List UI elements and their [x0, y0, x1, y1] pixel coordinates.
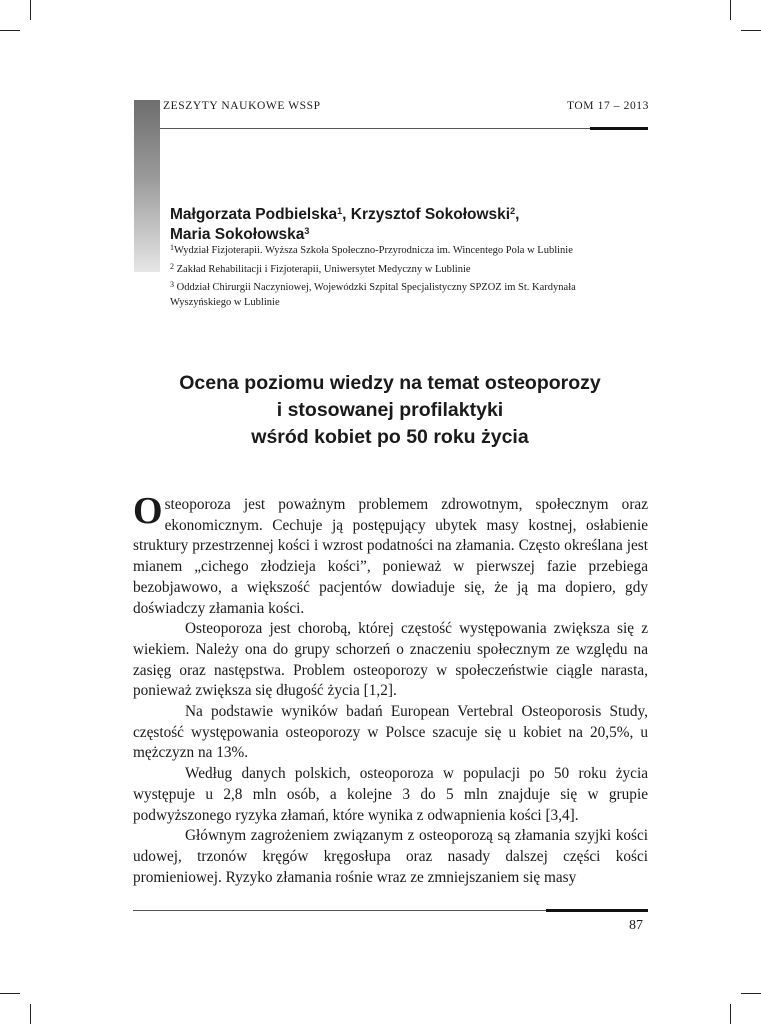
paragraph: Głównym zagrożeniem związanym z osteoporozą są złamania szyjki kości udowej, trzonów kręgów kręgosłupa oraz nasady dalszej części kości promieniowej. Ryzyko złamania rośnie wraz ze zmniejszaniem się masy — [133, 827, 648, 886]
crop-mark — [741, 993, 761, 994]
author-list: Małgorzata Podbielska$^1$, Krzysztof Sokołowski$^2$, Maria Sokołowska$^3$ — [170, 206, 520, 243]
decorative-gradient-bar — [134, 100, 160, 272]
page-number: 87 — [629, 918, 643, 933]
crop-mark — [30, 1004, 31, 1024]
title-line: Ocena poziomu wiedzy na temat osteoporozy — [179, 372, 601, 394]
author-affil-sup: 2 — [510, 206, 516, 216]
affiliation-line — [170, 241, 650, 257]
crop-mark — [0, 993, 20, 994]
affiliation-line — [170, 278, 650, 294]
article-body — [133, 490, 648, 888]
crop-mark — [30, 0, 31, 20]
author-name: Krzysztof Sokołowski — [350, 206, 511, 223]
affiliation-line: Wyszyńskiego w Lublinie — [170, 297, 280, 308]
crop-mark — [741, 30, 761, 31]
crop-mark — [0, 30, 20, 31]
author-name: Małgorzata Podbielska — [170, 206, 338, 223]
affiliation-sup: 2 — [170, 262, 174, 271]
drop-cap: O — [133, 490, 163, 532]
affiliation-text: Zakład Rehabilitacji i Fizjoterapii, Uniwersytet Medyczny w Lublinie — [176, 264, 471, 275]
volume-label: TOM 17 – 2013 — [566, 100, 649, 112]
title-line: i stosowanej profilaktyki — [276, 399, 504, 421]
title-line: wśród kobiet po 50 roku życia — [251, 426, 529, 448]
paragraph: Na podstawie wyników badań European Vertebral Osteoporosis Study, częstość występowania osteoporozy w Polsce szacuje się u kobiet na 20,5%, u mężczyzn na 13%. — [133, 703, 648, 762]
author-affil-sup: 3 — [304, 226, 310, 236]
paragraph: Według danych polskich, osteoporoza w populacji po 50 roku życia występuje u 2,8 mln osób, a kolejne 3 do 5 mln znajduje się w grupie podwyższonego ryzyka złamań, które wynika z odwapnienia kości [3,4]. — [133, 765, 648, 824]
affiliation-sup: 3 — [170, 280, 174, 289]
paragraph-text: steoporoza jest poważnym problemem zdrowotnym, społecznym oraz ekonomicznym. Cechuje ją postępujący ubytek masy kostnej, osłabienie struktury przestrzennej kości i wzrost podatności na złamania. Często określana jest mianem „cichego złodzieja kości”, ponieważ w pierwszej fazie przebiega bezobjawowo, a większość pacjentów dowiaduje się, że ją ma dopiero, gdy doświadczy złamania kości. — [133, 496, 648, 617]
paragraph: Osteoporoza jest chorobą, której częstość występowania zwiększa się z wiekiem. Należy ona do grupy schorzeń o znaczeniu społecznym ze względu na zasięg oraz następstwa. Problem osteoporozy w społeczeństwie ciągle narasta, ponieważ zwiększa się długość życia [1,2]. — [133, 620, 648, 700]
header-rule-accent — [590, 127, 648, 130]
author-affil-sup: 1 — [337, 206, 343, 216]
crop-mark — [730, 0, 731, 20]
header-rule — [160, 128, 648, 129]
article-title — [100, 370, 680, 451]
affiliation-text: Oddział Chirurgii Naczyniowej, Wojewódzki Szpital Specjalistyczny SPZOZ im St. Kardynała — [176, 282, 576, 293]
crop-mark — [730, 1004, 731, 1024]
journal-name: ZESZYTY NAUKOWE WSSP — [163, 100, 321, 112]
affiliation-line — [170, 260, 650, 276]
affiliation-text: Wydział Fizjoterapii. Wyższa Szkoła Społeczno-Przyrodnicza im. Wincentego Pola w Lublinie — [174, 245, 573, 256]
paragraph — [133, 490, 648, 619]
author-name: Maria Sokołowska — [170, 226, 305, 243]
footer-rule-accent — [546, 909, 648, 912]
affiliation-sup: 1 — [170, 243, 174, 252]
